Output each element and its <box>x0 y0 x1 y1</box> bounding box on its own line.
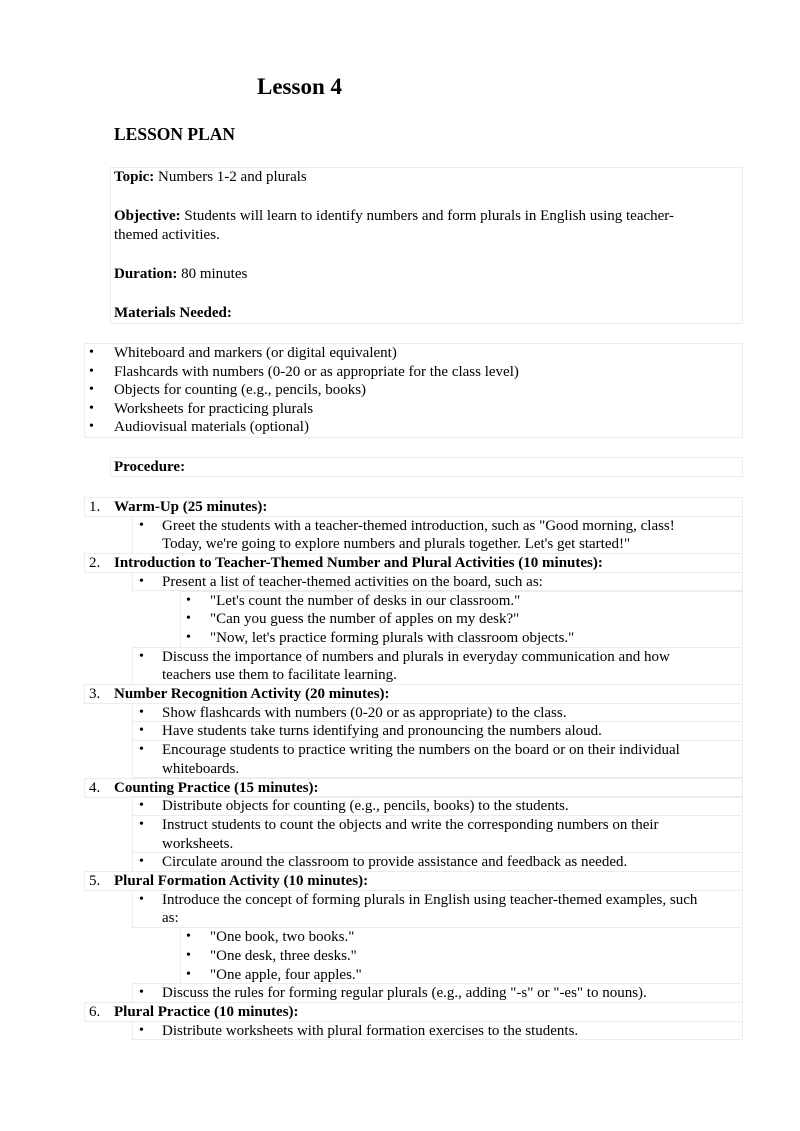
material-item: Whiteboard and markers (or digital equivalent) <box>114 345 397 361</box>
step-title: Number Recognition Activity (20 minutes): <box>114 686 390 702</box>
sub-item: "Now, let's practice forming plurals with classroom objects." <box>210 629 575 646</box>
duration-value: 80 minutes <box>181 266 248 282</box>
step-title: Plural Formation Activity (10 minutes): <box>114 873 369 889</box>
sub-item: "One book, two books." <box>210 929 355 946</box>
step-number: 5. <box>89 873 101 889</box>
step-item-box <box>132 815 743 853</box>
step-item: Encourage students to practice writing the numbers on the board or on their individual <box>162 742 680 759</box>
material-item: Audiovisual materials (optional) <box>114 419 309 436</box>
duration-line <box>114 265 247 283</box>
step-item-cont: worksheets. <box>162 835 234 852</box>
bullet-icon: • <box>139 573 144 589</box>
step-item-box <box>132 852 743 872</box>
step-item: Discuss the importance of numbers and plurals in everyday communication and how <box>162 648 670 665</box>
duration-label: Duration: <box>114 266 178 282</box>
step-item-cont: teachers use them to facilitate learning. <box>162 667 397 684</box>
step-item: Have students take turns identifying and pronouncing the numbers aloud. <box>162 723 602 740</box>
bullet-icon: • <box>89 400 94 416</box>
page-title: Lesson 4 <box>257 74 342 99</box>
objective-line <box>114 207 674 225</box>
bullet-icon: • <box>186 611 191 627</box>
objective-value: Students will learn to identify numbers and form plurals in English using teacher- <box>184 208 674 224</box>
bullet-icon: • <box>139 816 144 832</box>
material-item: Flashcards with numbers (0-20 or as appropriate for the class level) <box>114 363 519 380</box>
bullet-icon: • <box>186 929 191 945</box>
step-item: Introduce the concept of forming plurals in English using teacher-themed examples, such <box>162 891 698 908</box>
procedure-label: Procedure: <box>114 459 186 475</box>
materials-label: Materials Needed: <box>114 305 232 321</box>
bullet-icon: • <box>186 947 191 963</box>
step-item-box <box>132 647 743 685</box>
bullet-icon: • <box>89 345 94 360</box>
procedure-box <box>110 457 743 477</box>
material-item: Objects for counting (e.g., pencils, books) <box>114 382 367 399</box>
bullet-icon: • <box>139 891 144 907</box>
objective-label: Objective: <box>114 208 181 224</box>
section-heading: LESSON PLAN <box>114 124 236 144</box>
sub-item: "One apple, four apples." <box>210 966 362 983</box>
step-item-cont: as: <box>162 910 179 927</box>
step-item: Show flashcards with numbers (0-20 or as appropriate) to the class. <box>162 704 567 721</box>
step-item-cont: Today, we're going to explore numbers and plurals together. Let's get started!" <box>162 536 631 553</box>
step-item-box <box>132 516 743 554</box>
step-title: Counting Practice (15 minutes): <box>114 779 319 796</box>
step-item-box <box>132 983 743 1003</box>
step-item: Discuss the rules for forming regular plurals (e.g., adding "-s" or "-es" to nouns). <box>162 985 647 1002</box>
step-item: Circulate around the classroom to provide assistance and feedback as needed. <box>162 854 628 871</box>
bullet-icon: • <box>139 985 144 1001</box>
info-box <box>110 167 743 324</box>
objective-line-2: themed activities. <box>114 227 220 243</box>
step-item-cont: whiteboards. <box>162 760 240 777</box>
step-item-box <box>132 572 743 592</box>
sub-item: "Can you guess the number of apples on my desk?" <box>210 611 520 628</box>
step-item-box <box>132 703 743 723</box>
step-item: Greet the students with a teacher-themed introduction, such as "Good morning, class! <box>162 517 675 534</box>
sub-item: "One desk, three desks." <box>210 947 357 964</box>
step-item-box <box>132 890 743 928</box>
bullet-icon: • <box>139 704 144 720</box>
step-item: Distribute objects for counting (e.g., pencils, books) to the students. <box>162 798 569 815</box>
bullet-icon: • <box>186 966 191 982</box>
step-item-box <box>132 1021 743 1041</box>
step-number: 3. <box>89 686 101 702</box>
sub-list-box <box>180 591 743 648</box>
step-item: Present a list of teacher-themed activities on the board, such as: <box>162 573 543 590</box>
step-number: 1. <box>89 499 101 515</box>
step-title: Introduction to Teacher-Themed Number and Plural Activities (10 minutes): <box>114 555 603 572</box>
bullet-icon: • <box>139 854 144 870</box>
bullet-icon: • <box>139 723 144 739</box>
bullet-icon: • <box>139 742 144 758</box>
sub-list-box <box>180 927 743 984</box>
topic-line <box>114 168 307 186</box>
step-item: Instruct students to count the objects and write the corresponding numbers on their <box>162 816 659 833</box>
sub-item: "Let's count the number of desks in our classroom." <box>210 592 521 609</box>
bullet-icon: • <box>139 648 144 664</box>
bullet-icon: • <box>139 1022 144 1038</box>
step-number: 6. <box>89 1003 101 1020</box>
step-item-box <box>132 796 743 816</box>
bullet-icon: • <box>89 419 94 435</box>
bullet-icon: • <box>139 798 144 814</box>
bullet-icon: • <box>89 382 94 398</box>
step-title: Plural Practice (10 minutes): <box>114 1003 299 1020</box>
bullet-icon: • <box>139 517 144 533</box>
step-number: 2. <box>89 555 101 572</box>
step-item-box <box>132 721 743 741</box>
material-item: Worksheets for practicing plurals <box>114 400 314 417</box>
step-title: Warm-Up (25 minutes): <box>114 499 268 515</box>
step-item: Distribute worksheets with plural formation exercises to the students. <box>162 1022 579 1039</box>
bullet-icon: • <box>186 629 191 645</box>
step-number: 4. <box>89 779 101 796</box>
topic-label: Topic: <box>114 169 155 185</box>
bullet-icon: • <box>89 363 94 379</box>
topic-value: Numbers 1-2 and plurals <box>158 169 307 185</box>
step-item-box <box>132 740 743 778</box>
bullet-icon: • <box>186 592 191 608</box>
